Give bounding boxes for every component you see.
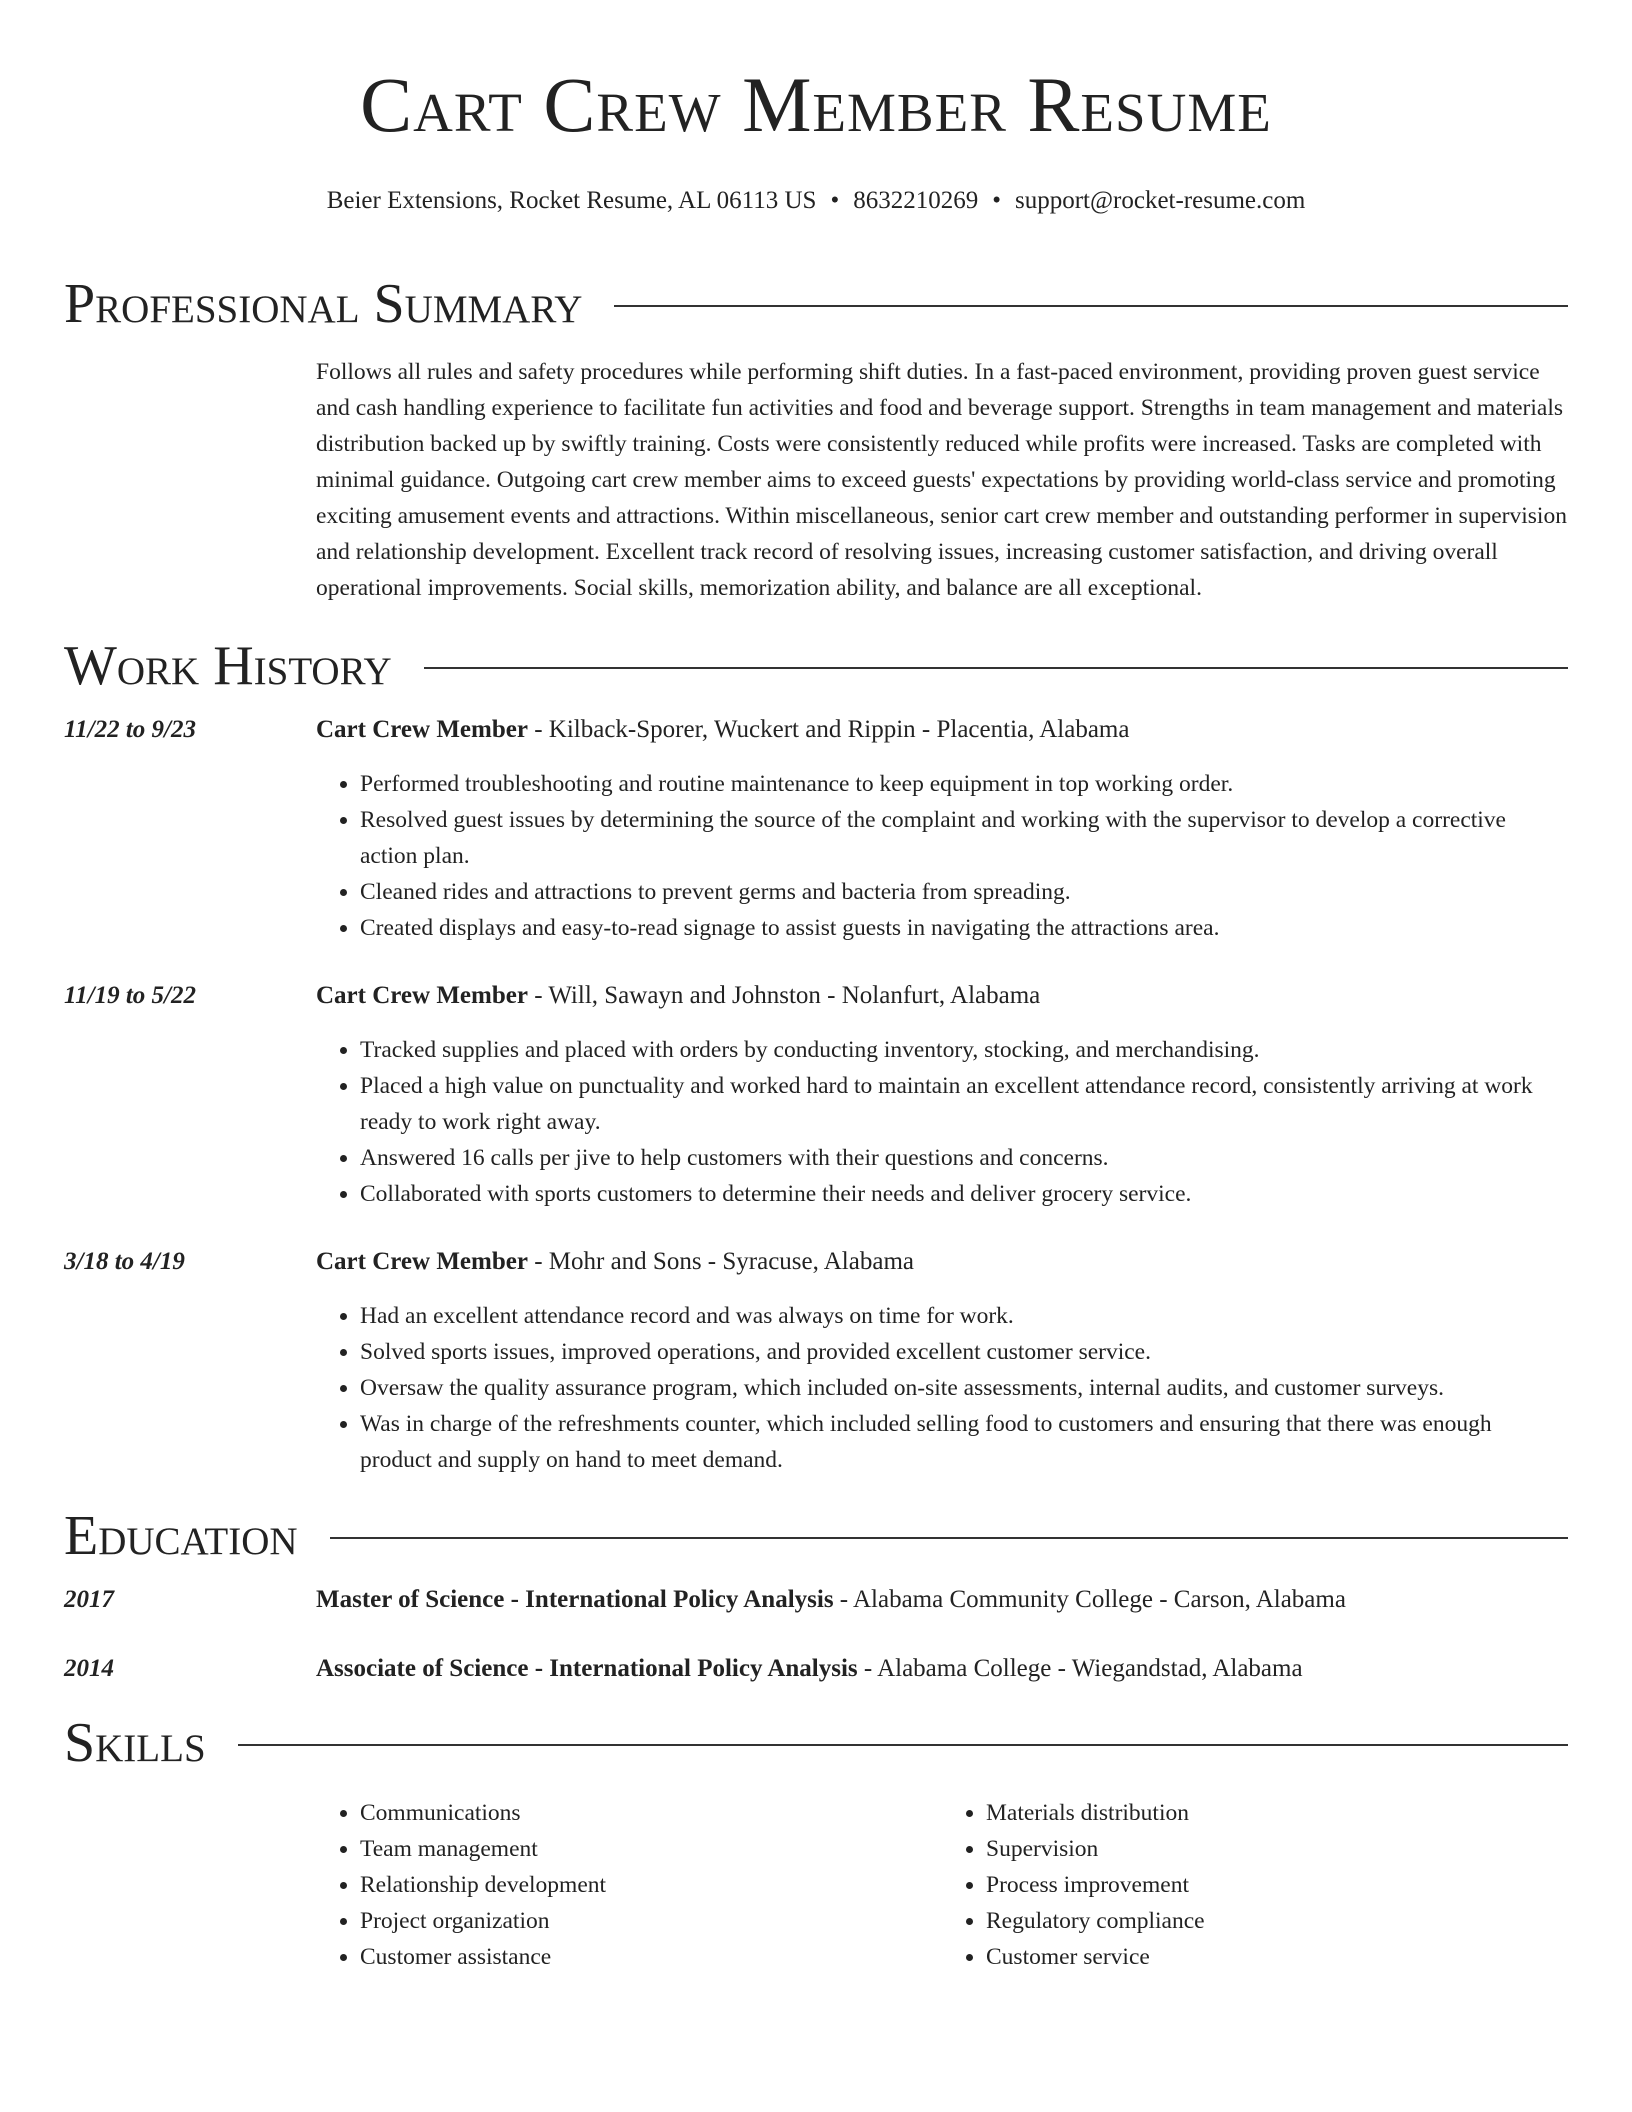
skill-item: • Customer service — [986, 1939, 1568, 1975]
resume-title: Cart Crew Member Resume — [360, 61, 1272, 148]
section-header-education — [64, 1506, 1568, 1566]
list-item: • Resolved guest issues by determining the source of the complaint and working with the supervisor to develop a corrective action plan. — [360, 802, 1568, 874]
separator-dot: • — [830, 187, 840, 214]
education-year: 2017 — [64, 1586, 114, 1613]
job-info — [316, 712, 1568, 748]
summary-block — [316, 354, 1568, 606]
education-info — [316, 1651, 1568, 1687]
skill-item: • Relationship development — [360, 1867, 942, 1903]
list-item: • Tracked supplies and placed with orders by conducting inventory, stocking, and merchandising. — [360, 1032, 1568, 1068]
section-header-skills — [64, 1713, 1568, 1773]
job-entry — [64, 978, 1568, 1212]
job-entry — [64, 1244, 1568, 1478]
list-item: • Performed troubleshooting and routine maintenance to keep equipment in top working order. — [360, 766, 1568, 802]
section-divider — [238, 1744, 1568, 1746]
section-title-summary: Professional Summary — [64, 273, 583, 335]
email: support@rocket-resume.com — [1015, 187, 1306, 214]
list-item: • Was in charge of the refreshments counter, which included selling food to customers and ensuring that there was enough product and supply on hand to meet demand. — [360, 1406, 1568, 1478]
contact-line — [64, 186, 1568, 216]
section-divider — [330, 1537, 1568, 1539]
phone: 8632210269 — [853, 187, 979, 214]
education-year: 2014 — [64, 1655, 114, 1682]
skill-item: • Customer assistance — [360, 1939, 942, 1975]
skill-item: • Project organization — [360, 1903, 942, 1939]
education-info — [316, 1582, 1568, 1618]
list-item: • Solved sports issues, improved operations, and provided excellent customer service. — [360, 1334, 1568, 1370]
skill-item: • Team management — [360, 1831, 942, 1867]
section-title-education: Education — [64, 1505, 298, 1567]
skill-item: • Communications — [360, 1795, 942, 1831]
list-item: • Collaborated with sports customers to determine their needs and deliver grocery service. — [360, 1176, 1568, 1212]
list-item: • Oversaw the quality assurance program, which included on-site assessments, internal audits, and customer surveys. — [360, 1370, 1568, 1406]
job-bullets — [316, 1032, 1568, 1212]
skill-item: • Materials distribution — [986, 1795, 1568, 1831]
job-details: - Kilback-Sporer, Wuckert and Rippin - Placentia, Alabama — [527, 716, 1130, 743]
skills-list — [316, 1795, 1568, 1975]
skills-column-right — [942, 1795, 1568, 1975]
list-item: • Answered 16 calls per jive to help customers with their questions and concerns. — [360, 1140, 1568, 1176]
list-item: • Had an excellent attendance record and was always on time for work. — [360, 1298, 1568, 1334]
section-title-work: Work History — [64, 635, 392, 697]
job-info — [316, 978, 1568, 1014]
job-header — [64, 978, 1568, 1014]
separator-dot: • — [992, 187, 1001, 214]
job-dates: 11/19 to 5/22 — [64, 982, 196, 1009]
degree: Master of Science - International Policy Analysis — [316, 1586, 834, 1613]
education-details: - Alabama Community College - Carson, Alabama — [833, 1586, 1346, 1613]
job-dates: 11/22 to 9/23 — [64, 716, 196, 743]
section-divider — [424, 667, 1568, 669]
skill-item: • Regulatory compliance — [986, 1903, 1568, 1939]
job-info — [316, 1244, 1568, 1280]
summary-text: Follows all rules and safety procedures while performing shift duties. In a fast-paced environment, providing proven guest service and cash handling experience to facilitate fun activities and food and beverage support. Strengths in team management and materials distribution backed up by swiftly training. Costs were consistently reduced while profits were increased. Tasks are completed with minimal guidance. Outgoing cart crew member aims to exceed guests' expectations by providing world-class service and promoting exciting amusement events and attractions. Within miscellaneous, senior cart crew member and outstanding performer in supervision and relationship development. Excellent track record of resolving issues, increasing customer satisfaction, and driving overall operational improvements. Social skills, memorization ability, and balance are all exceptional. — [316, 359, 1567, 601]
section-title-skills: Skills — [64, 1712, 206, 1774]
education-details: - Alabama College - Wiegandstad, Alabama — [857, 1655, 1303, 1682]
section-header-work — [64, 636, 1568, 696]
list-item: • Placed a high value on punctuality and worked hard to maintain an excellent attendance record, consistently arriving at work ready to work right away. — [360, 1068, 1568, 1140]
list-item: • Created displays and easy-to-read signage to assist guests in navigating the attractions area. — [360, 910, 1568, 946]
education-entry — [64, 1651, 1568, 1687]
list-item: • Cleaned rides and attractions to prevent germs and bacteria from spreading. — [360, 874, 1568, 910]
job-title: Cart Crew Member — [316, 716, 528, 743]
job-title: Cart Crew Member — [316, 982, 528, 1009]
job-header — [64, 1244, 1568, 1280]
skills-column-left — [316, 1795, 942, 1975]
job-entry — [64, 712, 1568, 946]
section-divider — [614, 305, 1568, 307]
address: Beier Extensions, Rocket Resume, AL 06113 US — [326, 187, 817, 214]
job-dates: 3/18 to 4/19 — [64, 1248, 185, 1275]
section-header-summary — [64, 274, 1568, 334]
job-bullets — [316, 766, 1568, 946]
skill-item: • Supervision — [986, 1831, 1568, 1867]
job-title: Cart Crew Member — [316, 1248, 528, 1275]
job-details: - Mohr and Sons - Syracuse, Alabama — [527, 1248, 914, 1275]
degree: Associate of Science - International Policy Analysis — [316, 1655, 858, 1682]
education-entry — [64, 1582, 1568, 1618]
job-details: - Will, Sawayn and Johnston - Nolanfurt, Alabama — [527, 982, 1041, 1009]
job-bullets — [316, 1298, 1568, 1478]
job-header — [64, 712, 1568, 748]
skill-item: • Process improvement — [986, 1867, 1568, 1903]
